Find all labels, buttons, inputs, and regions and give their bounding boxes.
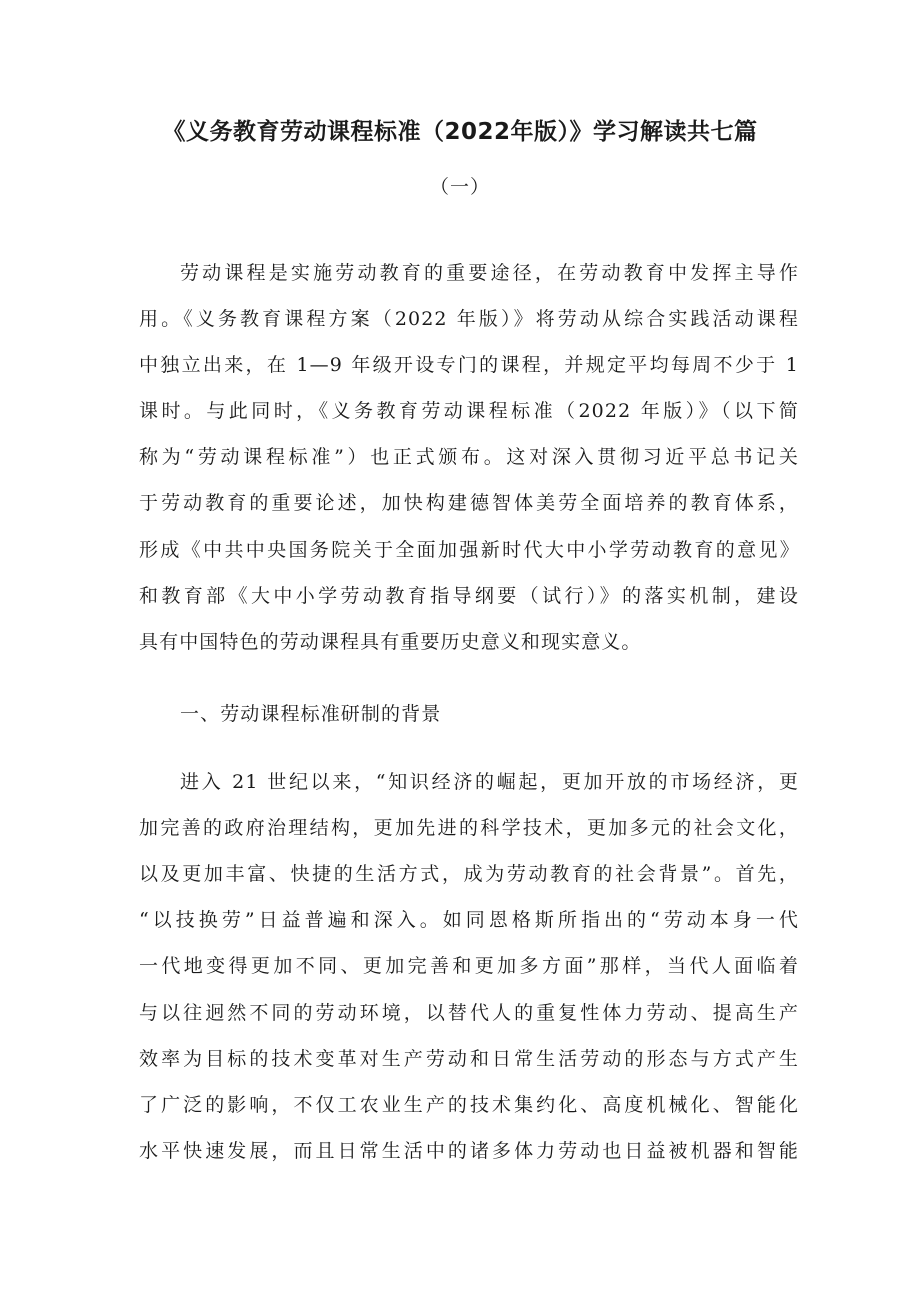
paragraph-line: 水平快速发展，而且日常生活中的诸多体力劳动也日益被机器和智能 [139, 1140, 799, 1162]
paragraph-line: 和教育部《大中小学劳动教育指导纲要（试行）》的落实机制，建设 [139, 585, 799, 607]
paragraph-line: 形成《中共中央国务院关于全面加强新时代大中小学劳动教育的意见》 [139, 539, 799, 561]
paragraph-line: 了广泛的影响，不仅工农业生产的技术集约化、高度机械化、智能化 [139, 1094, 799, 1116]
paragraph-line: 与以往迥然不同的劳动环境，以替代人的重复性体力劳动、提高生产 [139, 1002, 799, 1024]
paragraph-line: 于劳动教育的重要论述，加快构建德智体美劳全面培养的教育体系， [139, 492, 799, 514]
paragraph-line: 效率为目标的技术变革对生产劳动和日常生活劳动的形态与方式产生 [139, 1048, 799, 1070]
paragraph-line: 具有中国特色的劳动课程具有重要历史意义和现实意义。 [139, 631, 642, 653]
paragraph-line: 劳动课程是实施劳动教育的重要途径，在劳动教育中发挥主导作 [180, 262, 799, 284]
paragraph-line: “以技换劳”日益普遍和深入。如同恩格斯所指出的“劳动本身一代 [139, 909, 799, 931]
document-title: 《义务教育劳动课程标准（2022年版）》学习解读共七篇 [162, 119, 758, 145]
paragraph-line: 中独立出来，在 1—9 年级开设专门的课程，并规定平均每周不少于 1 [139, 354, 799, 376]
paragraph-line: 以及更加丰富、快捷的生活方式，成为劳动教育的社会背景”。首先， [139, 863, 799, 885]
paragraph-line: 进入 21 世纪以来，“知识经济的崛起，更加开放的市场经济，更 [180, 771, 799, 793]
paragraph-line: 课时。与此同时，《义务教育劳动课程标准（2022 年版）》（以下简 [139, 400, 799, 422]
paragraph-line: 用。《义务教育课程方案（2022 年版）》将劳动从综合实践活动课程 [139, 308, 799, 330]
section-number: （一） [429, 176, 490, 198]
section-heading: 一、劳动课程标准研制的背景 [180, 703, 442, 725]
paragraph-line: 一代地变得更加不同、更加完善和更加多方面”那样，当代人面临着 [139, 955, 799, 977]
paragraph-line: 加完善的政府治理结构，更加先进的科学技术，更加多元的社会文化， [139, 817, 799, 839]
paragraph-line: 称为“劳动课程标准”）也正式颁布。这对深入贯彻习近平总书记关 [139, 446, 799, 468]
